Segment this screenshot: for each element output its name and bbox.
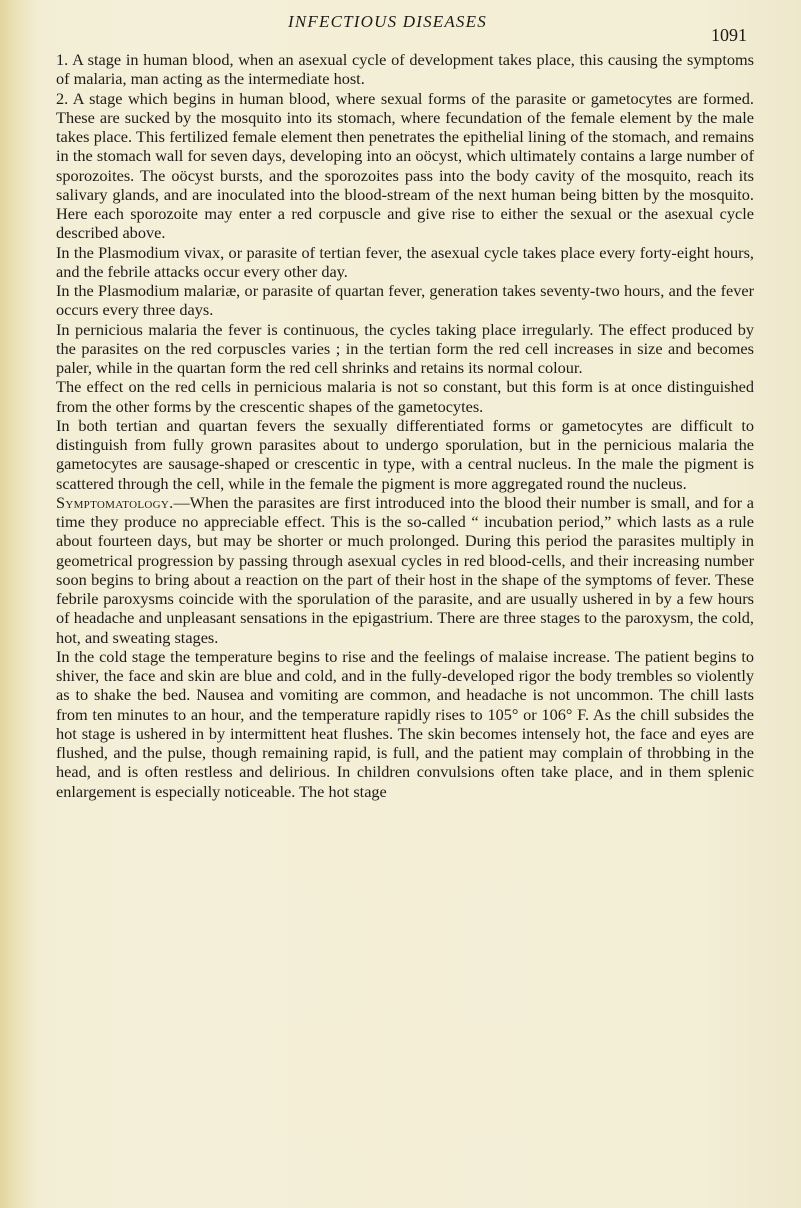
paragraph-pernicious — [56, 320, 754, 378]
paragraph-symptomatology — [56, 493, 754, 647]
paragraph-malariae — [56, 281, 754, 320]
paragraph-text: In the cold stage the temperature begins to rise and the feelings of malaise increase. The patient begins to shiver, the face and skin are blue and cold, and in the fully-developed rigor the body trembles so violently as to shake the bed. Nausea and vomiting are common, and headache is not uncommon. The chill lasts from ten minutes to an hour, and the temperature rapidly rises to 105° or 106° F. As the chill subsides the hot stage is ushered in by intermittent heat flushes. The skin becomes intensely hot, the face and eyes are flushed, and the pulse, though remaining rapid, is full, and the patient may complain of throbbing in the head, and is often restless and delirious. In children convulsions often take place, and in them splenic enlargement is especially noticeable. The hot stage — [56, 646, 754, 801]
paragraph-text: In both tertian and quartan fevers the sexually differentiated forms or gametocytes are difficult to distinguish from fully grown parasites about to undergo sporulation, but in the pernicious malaria the gametocytes are sausage-shaped or crescentic in type, with a central nucleus. In the male the pigment is scattered through the cell, while in the female the pigment is more aggregated round the nucleus. — [56, 415, 754, 493]
paragraph-text: 2. A stage which begins in human blood, where sexual forms of the parasite or gametocytes are formed. These are sucked by the mosquito into its stomach, where fecundation of the female element by the male takes place. This fertilized female element then penetrates the epithelial lining of the stomach, and remains in the stomach wall for seven days, developing into an oöcyst, which ultimately contains a large number of sporozoites. The oöcyst bursts, and the sporozoites pass into the body cavity of the mosquito, reach its salivary glands, and are inoculated into the blood-stream of the next human being bitten by the mosquito. Here each sporozoite may enter a red corpuscle and give rise to either the sexual or the asexual cycle described above. — [56, 88, 754, 243]
paragraph-cold-stage — [56, 647, 754, 801]
paragraph-text: —When the parasites are first introduced into the blood their number is small, and for a time they produce no appreciable effect. This is the so-called “ incubation period,” which lasts as a rule about fourteen days, but may be shorter or much prolonged. During this period the parasites multiply in geometrical progression by passing through asexual cycles in red blood-cells, and their increasing number soon begins to bring about a reaction on the part of their host in the shape of the symptoms of fever. These febrile paroxysms coincide with the sporulation of the parasite, and are usually ushered in by a few hours of headache and unpleasant sensations in the epigastrium. There are three stages to the paroxysm, the cold, hot, and sweating stages. — [56, 492, 754, 647]
section-heading: Symptomatology. — [56, 492, 174, 512]
running-header — [0, 6, 801, 46]
body-text — [56, 50, 754, 801]
page-number: 1091 — [711, 25, 747, 45]
paragraph-red-cells — [56, 377, 754, 416]
paragraph-text: The effect on the red cells in pernicious malaria is not so constant, but this form is at once distinguished from the other forms by the crescentic shapes of the gametocytes. — [56, 377, 754, 416]
paragraph-text: In pernicious malaria the fever is continuous, the cycles taking place irregularly. The effect produced by the parasites on the red corpuscles varies ; in the tertian form the red cell increases in size and becomes paler, while in the quartan form the red cell shrinks and retains its normal colour. — [56, 319, 754, 377]
paragraph-text: In the Plasmodium malariæ, or parasite of quartan fever, generation takes seventy-two hours, and the fever occurs every three days. — [56, 281, 754, 320]
running-title: INFECTIOUS DISEASES — [288, 12, 487, 31]
paragraph-gametocytes — [56, 416, 754, 493]
paragraph-vivax — [56, 243, 754, 282]
paragraph-stage-two — [56, 89, 754, 243]
paragraph-stage-one — [56, 50, 754, 89]
binding-gutter-shadow — [0, 0, 38, 1208]
paragraph-text: In the Plasmodium vivax, or parasite of tertian fever, the asexual cycle takes place every forty-eight hours, and the febrile attacks occur every other day. — [56, 242, 754, 281]
paragraph-text: 1. A stage in human blood, when an asexual cycle of development takes place, this causing the symptoms of malaria, man acting as the intermediate host. — [56, 50, 754, 89]
